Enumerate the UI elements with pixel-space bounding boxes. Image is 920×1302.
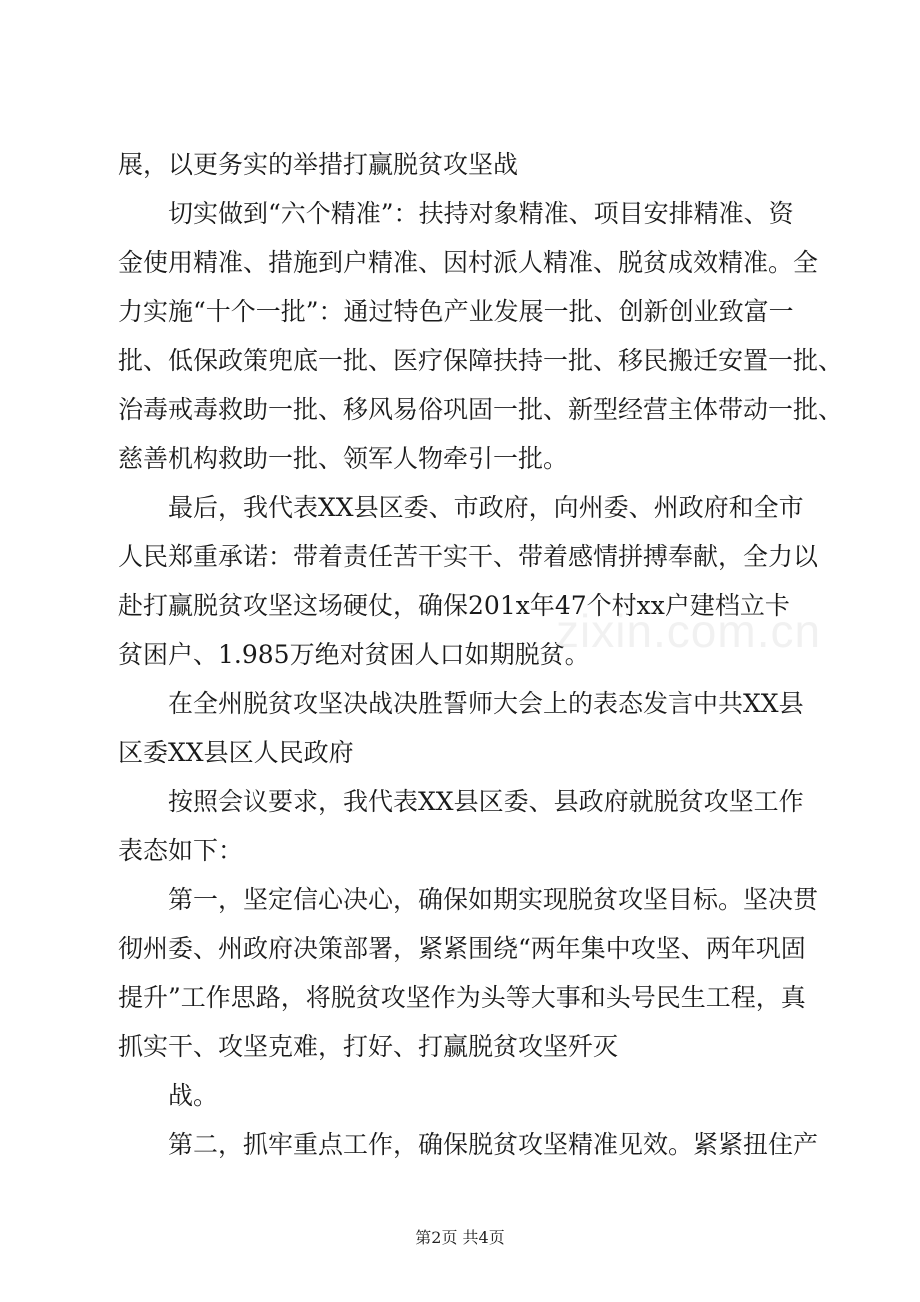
text-line: 切实做到“六个精准”：扶持对象精准、项目安排精准、资 xyxy=(118,199,794,228)
page-footer: 第2页 共4页 xyxy=(415,1228,505,1247)
text-line: 最后，我代表XX县区委、市政府，向州委、州政府和全市 xyxy=(118,493,804,522)
text-line: 彻州委、州政府决策部署，紧紧围绕“两年集中攻坚、两年巩固 xyxy=(118,934,806,963)
text-line: 在全州脱贫攻坚决战决胜誓师大会上的表态发言中共XX县 xyxy=(118,689,804,718)
text-line: 慈善机构救助一批、领军人物牵引一批。 xyxy=(118,444,569,473)
watermark: zixin.com.cn xyxy=(556,605,822,657)
text-line: 第一，坚定信心决心，确保如期实现脱贫攻坚目标。坚决贯 xyxy=(118,885,819,914)
text-line: 贫困户、1.985万绝对贫困人口如期脱贫。 xyxy=(118,640,590,669)
text-line: 批、低保政策兜底一批、医疗保障扶持一批、移民搬迁安置一批、 xyxy=(118,346,844,375)
text-line: 抓实干、攻坚克难，打好、打赢脱贫攻坚歼灭 xyxy=(118,1032,619,1061)
text-line: 展，以更务实的举措打赢脱贫攻坚战 xyxy=(118,150,519,179)
text-line: 金使用精准、措施到户精准、因村派人精准、脱贫成效精准。全 xyxy=(118,248,819,277)
text-line: 人民郑重承诺：带着责任苦干实干、带着感情拼搏奉献，全力以 xyxy=(118,542,819,571)
text-line: 按照会议要求，我代表XX县区委、县政府就脱贫攻坚工作 xyxy=(118,787,804,816)
text-line: 力实施“十个一批”：通过特色产业发展一批、创新创业致富一 xyxy=(118,297,794,326)
text-line: 赴打赢脱贫攻坚这场硬仗，确保201x年47个村xx户建档立卡 xyxy=(118,591,790,620)
text-line: 战。 xyxy=(118,1081,219,1110)
text-line: 提升”工作思路，将脱贫攻坚作为头等大事和头号民生工程，真 xyxy=(118,983,806,1012)
text-line: 治毒戒毒救助一批、移风易俗巩固一批、新型经营主体带动一批、 xyxy=(118,395,844,424)
text-line: 表态如下： xyxy=(118,836,244,865)
text-line: 第二，抓牢重点工作，确保脱贫攻坚精准见效。紧紧扭住产 xyxy=(118,1130,819,1159)
text-line: 区委XX县区人民政府 xyxy=(118,738,354,767)
